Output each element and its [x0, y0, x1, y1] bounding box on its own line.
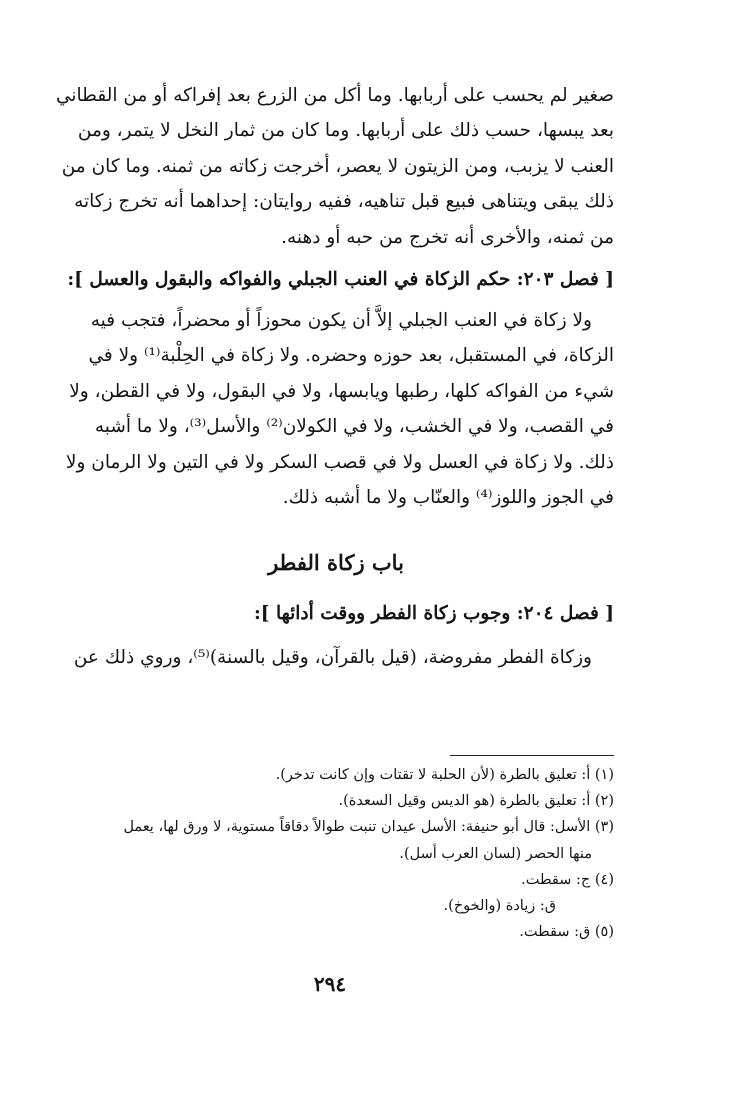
text-line: ذلك. ولا زكاة في العسل ولا في قصب السكر ولا في التين ولا الرمان ولا: [65, 451, 614, 473]
section-204-body: [73, 640, 614, 675]
text-line: في القصب، ولا في الخشب، ولا في الكولان⁽²⁾ والأسل⁽³⁾، ولا ما أشبه: [94, 416, 614, 438]
section-203: [67, 262, 614, 297]
footnote: (٢) أ: تعليق بالطرة (هو الديس وقيل السعدة).: [338, 793, 614, 810]
text-line: العنب لا يزبب، ومن الزيتون لا يعصر، أخرجت زكاته من ثمنه. وما كان من: [61, 155, 614, 177]
page-number: [0, 972, 744, 996]
text-line: بعد يبسها، حسب ذلك على أربابها. وما كان من ثمار النخل لا يتمر، ومن: [77, 120, 614, 142]
section-heading: [ فصل ٢٠٤: وجوب زكاة الفطر ووقت أدائها ]:: [253, 603, 614, 624]
footnote: (٣) الأسل: قال أبو حنيفة: الأسل عيدان تنبت طوالاً دقاقاً مستوية، لا ورق لها، يعمل: [123, 819, 614, 836]
footnote: (٥) ق: سقطت.: [519, 924, 614, 941]
footnote-divider: [450, 755, 614, 756]
chapter-title-text: باب زكاة الفطر: [268, 550, 404, 575]
text-line: من ثمنه، والأخرى أنه تخرج من حبه أو دهنه.: [281, 226, 614, 248]
paragraph-1: [55, 78, 614, 255]
section-203-body: [65, 303, 614, 515]
text-line: وزكاة الفطر مفروضة، (قيل بالقرآن، وقيل بالسنة)⁽⁵⁾، وروي ذلك عن: [73, 647, 592, 668]
text-line: الزكاة، في المستقبل، بعد حوزه وحضره. ولا زكاة في الحِلْبة⁽¹⁾ ولا في: [88, 345, 614, 367]
chapter-title: [0, 548, 744, 578]
footnote-continuation: منها الحصر (لسان العرب أسل).: [399, 845, 592, 862]
text-line: صغير لم يحسب على أربابها. وما أكل من الزرع بعد إفراكه أو من القطاني: [55, 85, 614, 106]
footnotes: [123, 762, 614, 945]
page-number-text: ٢٩٤: [313, 972, 347, 996]
footnote-sub: ق: زيادة (والخوخ).: [443, 898, 556, 915]
text-line: ذلك يبقى ويتناهى فبيع قبل تناهيه، ففيه روايتان: إحداهما أنه تخرج زكاته: [74, 191, 614, 213]
section-heading: [ فصل ٢٠٣: حكم الزكاة في العنب الجبلي والفواكه والبقول والعسل ]:: [67, 269, 614, 290]
section-204: [132, 596, 614, 631]
text-line: ولا زكاة في العنب الجبلي إلاَّ أن يكون محوزاً أو محضراً، فتجب فيه: [90, 310, 592, 331]
text-line: شيء من الفواكه كلها، رطبها ويابسها، ولا في البقول، ولا في القطن، ولا: [69, 380, 614, 402]
footnote: (٤) ج: سقطت.: [521, 871, 614, 888]
footnote: (١) أ: تعليق بالطرة (لأن الحلبة لا تقتات وإن كانت تدخر).: [275, 767, 614, 783]
text-line: في الجوز واللوز⁽⁴⁾ والعنّاب ولا ما أشبه ذلك.: [282, 486, 614, 508]
